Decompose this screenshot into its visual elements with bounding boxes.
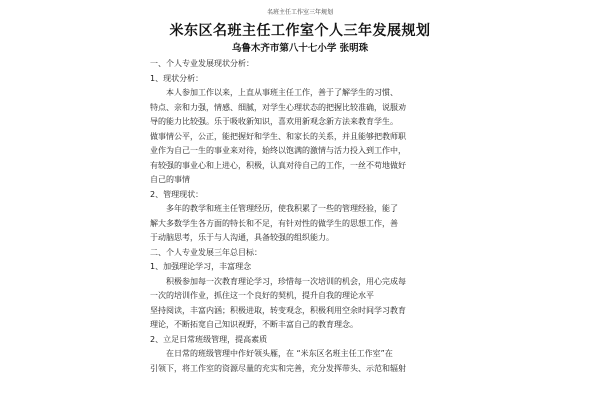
subsection-heading: 2、立足日常班级管理，提高素质: [150, 334, 268, 344]
paragraph-line: 在日常的班级管理中作好领头雁，在 “米东区名班主任工作室”在: [166, 349, 393, 358]
paragraph-line: 有较强的事业心和上进心，积极，认真对待自己的工作，一丝不苟地做好: [150, 160, 406, 170]
paragraph-line: 做事情公平，公正，能把握好和学生、和家长的关系，并且能够把教师职: [150, 131, 406, 141]
document-subtitle: 乌鲁木齐市第八十七小学 张明珠: [231, 43, 369, 54]
paragraph-line: 一次的培训作业，抓住这一个良好的契机，提升自我的理论水平: [150, 291, 374, 300]
paragraph-line: 理论，不断拓宽自己知识视野，不断丰富自己的教育理念。: [150, 320, 358, 329]
section-heading: 一、个人专业发展现状分析：: [150, 59, 254, 68]
paragraph-line: 自己的事情: [150, 175, 190, 184]
paragraph-line: 多年的教学和班主任管理经历，使我积累了一些的管理经验，能了: [166, 204, 398, 213]
subsection-heading: 1、加强理论学习，丰富理念: [150, 262, 252, 271]
paragraph-line: 特点、亲和力强，情感、细腻，对学生心理状态的把握比较准确，说服劝: [150, 102, 406, 112]
paragraph-line: 引领下，将工作室的资源尽量的充实和完善，充分发挥带头、示范和辐射: [150, 363, 406, 373]
document-title: 米东区名班主任工作室个人三年发展规划: [169, 23, 431, 39]
paragraph-line: 解大多数学生各方面的特长和不足，有针对性的做学生的思想工作，善: [150, 218, 398, 228]
section-heading: 二、个人专业发展三年总目标：: [150, 247, 262, 257]
document-body: [150, 57, 450, 376]
paragraph-line: 于动脑思考，乐于与人沟通，具备较强的组织能力。: [150, 233, 334, 242]
running-header: 名班主任工作室三年规划: [266, 9, 333, 16]
paragraph-line: 导的能力比较强。乐于吸收新知识，喜欢用新观念新方法来教育学生。: [150, 117, 398, 126]
subsection-heading: 2、管理现状：: [150, 189, 204, 199]
paragraph-line: 积极参加每一次教育理论学习，珍惜每一次培训的机会，用心完成每: [166, 276, 406, 286]
paragraph-line: 本人参加工作以来，上直从事班主任工作，善于了解学生的习惯、: [166, 88, 398, 97]
paragraph-line: 业作为自己一生的事业来对待，始终以饱满的激情与活力投入到工作中，: [150, 146, 406, 155]
paragraph-line: 坚持阅读，丰富内涵；积极进取，转变观念，积极利用空余时间学习教育: [150, 305, 406, 315]
subsection-heading: 1、现状分析：: [150, 73, 204, 83]
